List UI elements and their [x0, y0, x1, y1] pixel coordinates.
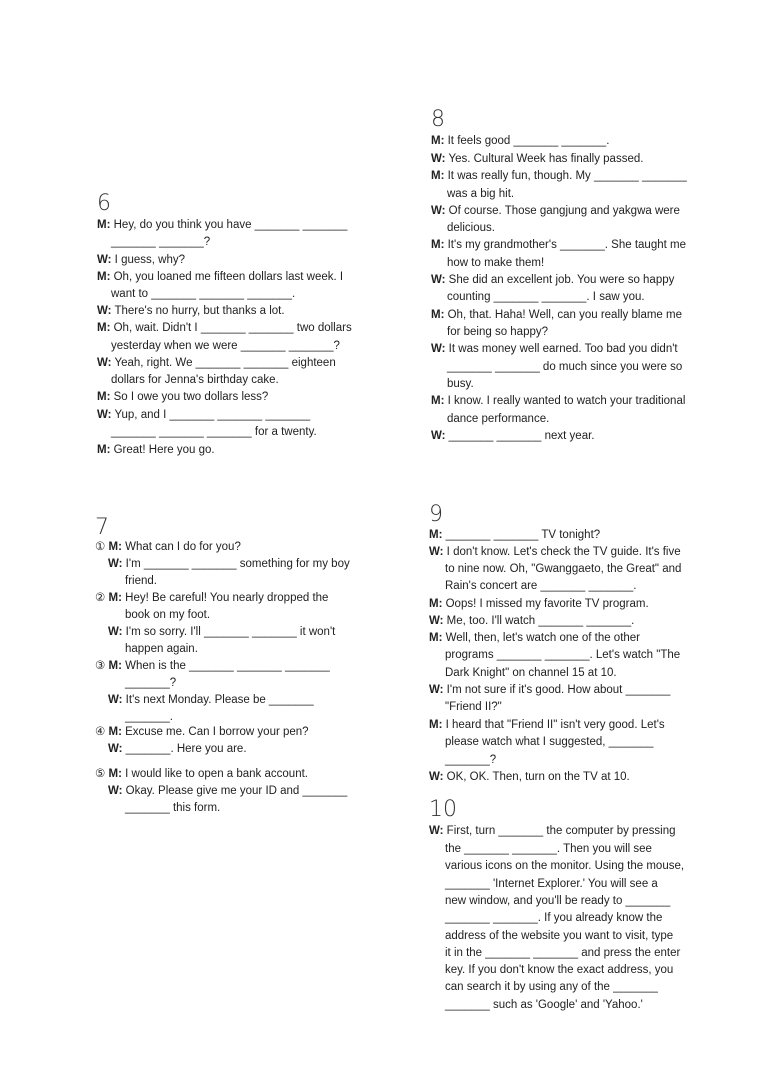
- dialogue-line: ② M: Hey! Be careful! You nearly dropped the: [95, 592, 329, 604]
- dialogue-line: _______ _______?: [111, 236, 211, 248]
- dialogue-line: yesterday when we were _______ _______?: [111, 340, 340, 352]
- dialogue-line: counting _______ _______. I saw you.: [447, 291, 645, 303]
- section-number: 7: [95, 515, 109, 540]
- dialogue-line: new window, and you'll be ready to _______: [445, 895, 671, 907]
- section-9: [429, 502, 682, 783]
- dialogue-line: W: Yup, and I _______ _______ _______: [97, 409, 311, 421]
- dialogue-line: _______ _______ do much since you were so: [447, 361, 683, 373]
- section-number: 9: [429, 502, 443, 527]
- dialogue-line: M: Hey, do you think you have _______ _______: [97, 219, 348, 231]
- dialogue-line: M: I know. I really wanted to watch your traditional: [431, 395, 686, 407]
- section-7: [95, 515, 350, 814]
- dialogue-line: want to _______ _______ _______.: [111, 288, 296, 300]
- dialogue-line: "Friend II?": [445, 701, 502, 713]
- dialogue-line: ④ M: Excuse me. Can I borrow your pen?: [95, 726, 309, 738]
- dialogue-line: M: I heard that "Friend II" isn't very good. Let's: [429, 719, 665, 731]
- dialogue-line: M: It's my grandmother's _______. She taught me: [431, 239, 686, 251]
- dialogue-line: the _______ _______. Then you will see: [445, 843, 652, 855]
- dialogue-line: W: I guess, why?: [97, 254, 185, 266]
- dialogue-line: W: There's no hurry, but thanks a lot.: [97, 305, 285, 317]
- dialogue-line: M: So I owe you two dollars less?: [97, 391, 269, 403]
- dialogue-line: _______ this form.: [125, 802, 221, 814]
- section-10: [429, 797, 685, 1011]
- dialogue-line: M: It feels good _______ _______.: [431, 135, 610, 147]
- section-6: [97, 191, 352, 456]
- section-number: 10: [429, 797, 457, 822]
- dialogue-line: M: Great! Here you go.: [97, 444, 215, 456]
- dialogue-line: W: I'm not sure if it's good. How about _______: [429, 684, 671, 696]
- dialogue-line: _______ _______ _______ for a twenty.: [111, 426, 317, 438]
- dialogue-line: W: I'm so sorry. I'll _______ _______ it won't: [108, 626, 336, 638]
- dialogue-line: ① M: What can I do for you?: [95, 541, 241, 553]
- dialogue-line: key. If you don't know the exact address, you: [445, 964, 674, 976]
- dialogue-line: Dark Knight" on channel 15 at 10.: [445, 667, 617, 679]
- dialogue-line: address of the website you want to visit, type: [445, 930, 674, 942]
- dialogue-line: W: I don't know. Let's check the TV guide. It's five: [429, 546, 681, 558]
- dialogue-line: W: Me, too. I'll watch _______ _______.: [429, 615, 635, 627]
- dialogue-line: W: _______. Here you are.: [108, 743, 247, 755]
- dialogue-line: M: Well, then, let's watch one of the other: [429, 632, 641, 644]
- dialogue-line: book on my foot.: [125, 609, 211, 621]
- section-8: [431, 107, 687, 442]
- dialogue-line: for being so happy?: [447, 326, 549, 338]
- dialogue-line: ⑤ M: I would like to open a bank account.: [95, 768, 308, 780]
- dialogue-line: _______ _______. If you already know the: [445, 912, 663, 924]
- dialogue-line: please watch what I suggested, _______: [445, 736, 654, 748]
- dialogue-line: _______?: [125, 677, 177, 689]
- dialogue-line: Rain's concert are _______ _______.: [445, 580, 637, 592]
- dialogue-line: dance performance.: [447, 413, 550, 425]
- dialogue-line: W: Yeah, right. We _______ _______ eighteen: [97, 357, 336, 369]
- dialogue-line: W: I'm _______ _______ something for my boy: [108, 558, 350, 570]
- dialogue-line: W: She did an excellent job. You were so happy: [431, 274, 675, 286]
- dialogue-line: W: Of course. Those gangjung and yakgwa were: [431, 205, 680, 217]
- dialogue-line: happen again.: [125, 643, 198, 655]
- dialogue-line: _______ such as 'Google' and 'Yahoo.': [445, 999, 643, 1011]
- dialogue-line: M: Oh, you loaned me fifteen dollars last week. I: [97, 271, 344, 283]
- dialogue-line: delicious.: [447, 222, 495, 234]
- dialogue-line: _______ 'Internet Explorer.' You will see a: [445, 878, 658, 890]
- dialogue-line: dollars for Jenna's birthday cake.: [111, 374, 279, 386]
- dialogue-line: W: Okay. Please give me your ID and _______: [108, 785, 348, 797]
- dialogue-line: to nine now. Oh, "Gwanggaeto, the Great" and: [445, 563, 682, 575]
- dialogue-line: how to make them!: [447, 257, 545, 269]
- dialogue-line: M: Oops! I missed my favorite TV program.: [429, 598, 649, 610]
- dialogue-line: busy.: [447, 378, 474, 390]
- dialogue-line: _______?: [445, 754, 497, 766]
- dialogue-line: W: Yes. Cultural Week has finally passed.: [431, 153, 644, 165]
- dialogue-line: programs _______ _______. Let's watch "The: [445, 649, 681, 661]
- dialogue-line: W: OK, OK. Then, turn on the TV at 10.: [429, 771, 630, 783]
- section-number: 8: [431, 107, 445, 132]
- dialogue-line: friend.: [125, 575, 157, 587]
- dialogue-line: M: Oh, wait. Didn't I _______ _______ two dollars: [97, 322, 352, 334]
- section-number: 6: [97, 191, 111, 216]
- dialogue-line: was a big hit.: [447, 188, 515, 200]
- dialogue-line: W: It's next Monday. Please be _______: [108, 694, 314, 706]
- dialogue-line: can search it by using any of the _______: [445, 981, 658, 993]
- dialogue-line: W: _______ _______ next year.: [431, 430, 595, 442]
- dialogue-line: _______.: [125, 711, 173, 723]
- dialogue-line: M: _______ _______ TV tonight?: [429, 529, 601, 541]
- dialogue-line: various icons on the monitor. Using the mouse,: [445, 860, 685, 872]
- dialogue-line: ③ M: When is the _______ _______ _______: [95, 660, 330, 672]
- dialogue-line: W: First, turn _______ the computer by pressing: [429, 825, 676, 837]
- dialogue-line: W: It was money well earned. Too bad you didn't: [431, 343, 678, 355]
- dialogue-line: M: Oh, that. Haha! Well, can you really blame me: [431, 309, 682, 321]
- dialogue-line: it in the _______ _______ and press the enter: [445, 947, 681, 959]
- dialogue-line: M: It was really fun, though. My _______ _______: [431, 170, 687, 182]
